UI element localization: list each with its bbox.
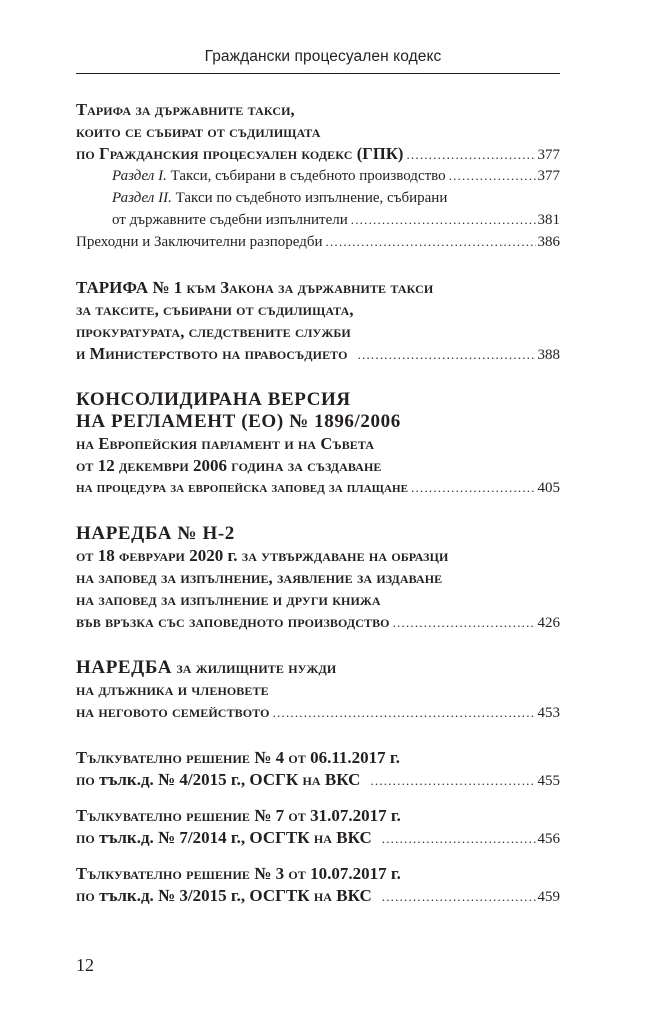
entry-title-line: във връзка със заповедното производство <box>76 612 390 631</box>
toc-entry-ordinance-n2 <box>76 523 560 633</box>
entry-title-part: 2006 <box>192 456 227 475</box>
entry-title-part: за утвърждаване на образци <box>237 546 449 565</box>
toc-entry-interpretive-4 <box>76 747 560 791</box>
entry-title-part: 12 <box>97 456 115 475</box>
toc-entry-interpretive-7 <box>76 805 560 849</box>
entry-title-line: по Гражданския процесуален кодекс (ГПК) <box>76 144 404 163</box>
page-number: 405 <box>537 480 560 496</box>
page-number: 456 <box>537 831 560 847</box>
dot-leader <box>407 144 536 166</box>
page-number: 377 <box>537 147 560 163</box>
entry-title-part: 10.07.2017 г. <box>310 864 401 883</box>
page-number: 459 <box>537 889 560 905</box>
entry-title-part: 2020 г. <box>189 546 238 565</box>
toc-entry-ordinance-housing <box>76 657 560 723</box>
toc-entry-tariff-1 <box>76 277 560 365</box>
entry-title-heading: КОНСОЛИДИРАНА ВЕРСИЯ <box>76 389 351 410</box>
page-number: 455 <box>537 773 560 789</box>
entry-title-part: № 3 <box>254 864 285 883</box>
dot-leader <box>351 209 536 231</box>
running-header-title: Граждански процесуален кодекс <box>204 48 442 65</box>
dot-leader <box>411 477 535 499</box>
entry-title-heading: НА РЕГЛАМЕНТ (ЕО) № 1896/2006 <box>76 411 401 432</box>
entry-title-part: 18 <box>97 546 115 565</box>
entry-title-line: на неговото семейството <box>76 702 270 721</box>
subentry-text: Такси, събирани в съдебното производство <box>166 168 446 184</box>
entry-title-line: които се събират от съдилищата <box>76 122 321 141</box>
entry-title-line: за жилищните нужди <box>172 658 337 677</box>
dot-leader <box>382 886 536 908</box>
subentry-prefix: Раздел II. <box>112 190 172 206</box>
page-number: 426 <box>537 615 560 631</box>
entry-title-part: Тълкувателно решение <box>76 864 255 883</box>
entry-title-line: и Министерството на правосъдието <box>76 344 348 363</box>
page-number: 386 <box>537 234 560 250</box>
toc-entry-tariff-gpk <box>76 99 560 253</box>
entry-title-line: прокуратурата, следствените служби <box>76 322 351 341</box>
entry-title-part: ВКС <box>336 886 372 905</box>
dot-leader <box>273 702 536 724</box>
subentry-text: Такси по съдебното изпълнение, събирани <box>171 190 448 206</box>
entry-title-part: по <box>76 770 100 789</box>
page-number: 388 <box>537 347 560 363</box>
folio-page-number: 12 <box>76 955 94 975</box>
entry-title-heading: НАРЕДБА <box>76 657 173 678</box>
entry-title-part: от <box>284 864 311 883</box>
entry-title-part: ВКС <box>324 770 361 789</box>
subentry-prefix: Раздел I. <box>112 168 167 184</box>
entry-title-line: за таксите, събирани от съдилищата, <box>76 300 354 319</box>
entry-title-heading: НАРЕДБА № Н-2 <box>76 523 235 544</box>
entry-title-line: към Закона за държавните такси <box>182 278 434 297</box>
dot-leader <box>370 770 535 792</box>
entry-title-part: от <box>284 748 311 767</box>
toc-entry-interpretive-3 <box>76 863 560 907</box>
entry-title-part: № 4 <box>254 748 285 767</box>
entry-title-part: тълк.д. № 7/2014 г., ОСГТК <box>99 828 310 847</box>
table-of-contents <box>76 99 560 907</box>
entry-title-part: на <box>309 886 337 905</box>
entry-title-line: на процедура за европейска заповед за плащане <box>76 479 409 496</box>
entry-title-lead: ТАРИФА № 1 <box>76 278 183 297</box>
entry-title-part: година за създаване <box>226 456 382 475</box>
entry-title-part: от <box>284 806 311 825</box>
entry-title-line: Тарифа за държавните такси, <box>76 100 295 119</box>
entry-title-line: на Европейския парламент и на Съвета <box>76 434 375 453</box>
dot-leader <box>358 344 536 366</box>
dot-leader <box>382 828 536 850</box>
dot-leader <box>393 612 536 634</box>
entry-title-part: на <box>298 770 325 789</box>
toc-entry-regulation-1896 <box>76 389 560 499</box>
dot-leader <box>326 231 536 253</box>
entry-title-line: на заповед за изпълнение, заявление за издаване <box>76 568 443 587</box>
entry-title-part: Тълкувателно решение <box>76 748 255 767</box>
subentry-text: Преходни и Заключителни разпоредби <box>76 234 323 250</box>
entry-title-part: от <box>76 456 98 475</box>
entry-title-part: от <box>76 546 98 565</box>
entry-title-line: на длъжника и членовете <box>76 680 269 699</box>
entry-title-part: декември <box>114 456 193 475</box>
entry-title-part: февруари <box>114 546 190 565</box>
entry-title-part: 31.07.2017 г. <box>310 806 401 825</box>
entry-title-part: ВКС <box>336 828 372 847</box>
entry-title-part: на <box>309 828 337 847</box>
entry-title-part: тълк.д. № 4/2015 г., ОСГК <box>99 770 299 789</box>
page-number: 453 <box>537 705 560 721</box>
subentry-text: от държавните съдебни изпълнители <box>112 212 348 228</box>
entry-title-part: по <box>76 828 100 847</box>
entry-title-part: тълк.д. № 3/2015 г., ОСГТК <box>99 886 310 905</box>
page-number: 377 <box>537 168 560 184</box>
entry-title-part: Тълкувателно решение <box>76 806 255 825</box>
dot-leader <box>449 165 536 187</box>
entry-title-part: № 7 <box>254 806 285 825</box>
entry-title-part: по <box>76 886 100 905</box>
entry-title-line: на заповед за изпълнение и други книжа <box>76 590 381 609</box>
page-number: 381 <box>537 212 560 228</box>
entry-title-part: 06.11.2017 г. <box>310 748 400 767</box>
header-rule <box>76 73 560 74</box>
